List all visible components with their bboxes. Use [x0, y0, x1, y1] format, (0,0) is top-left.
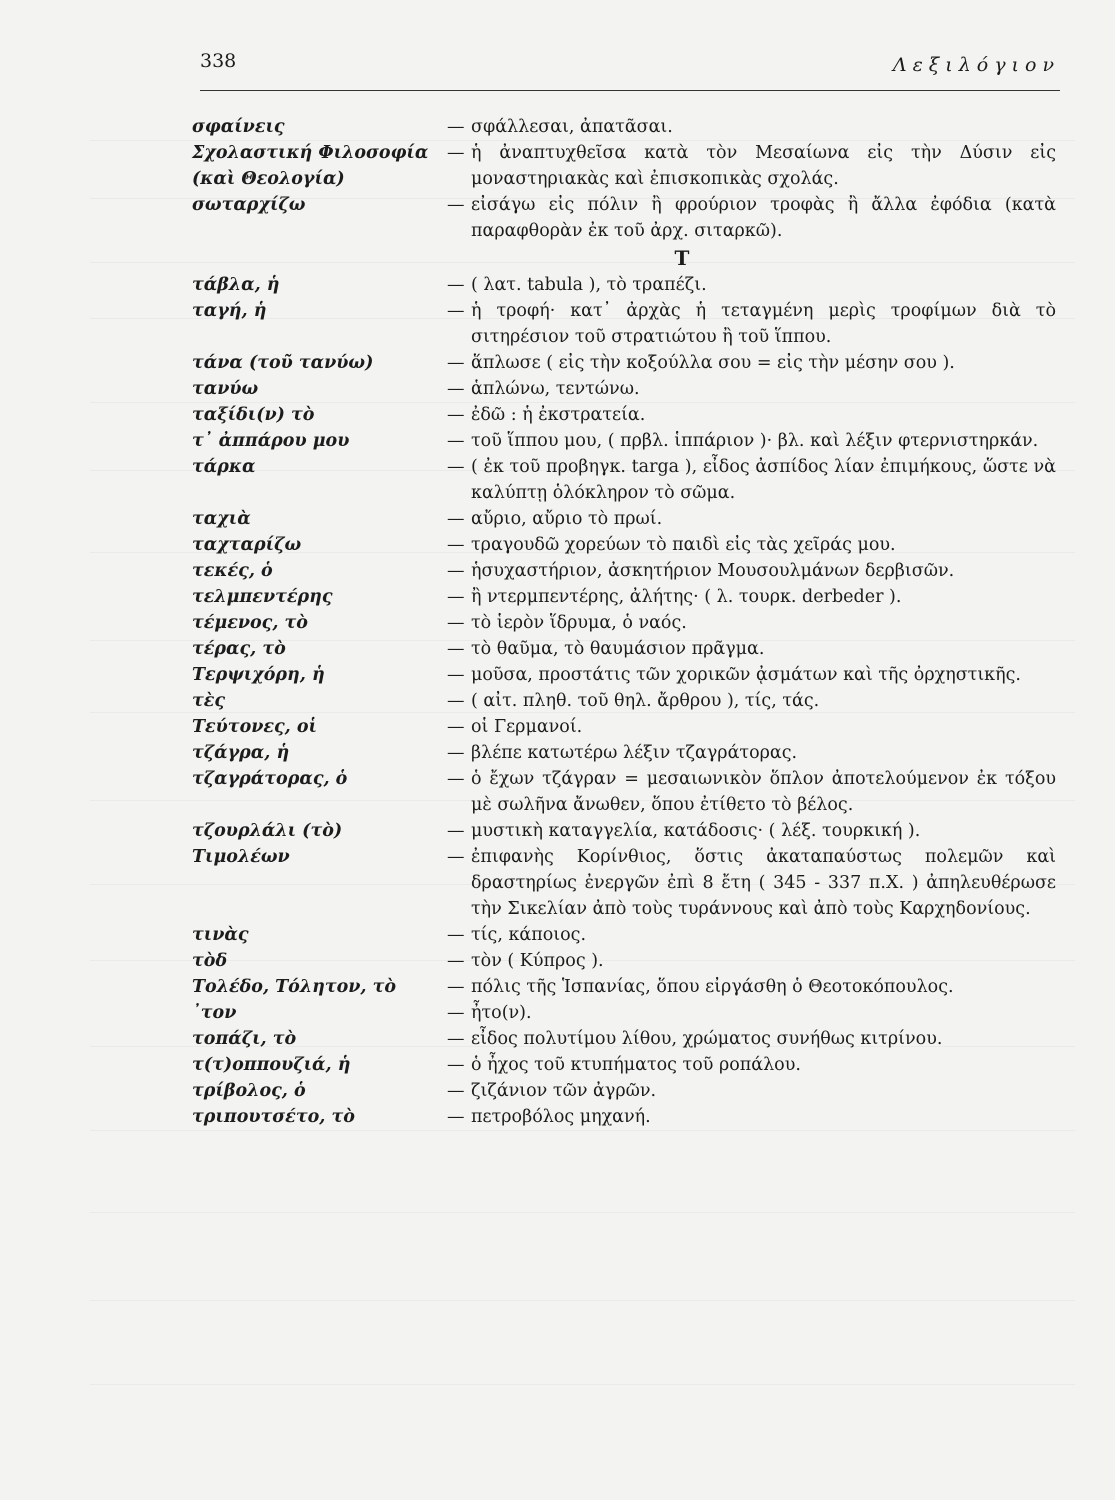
entry-term: τινὰς [192, 925, 249, 945]
glossary-entry [192, 140, 1072, 192]
entry-term: Τεύτονες, οἱ [192, 717, 318, 737]
glossary-entry [192, 1052, 1072, 1078]
entry-definition: τὸν ( Κύπρος ). [471, 951, 604, 971]
section-letter: Τ [674, 246, 690, 270]
entry-dash: — [447, 509, 465, 529]
glossary-entry [192, 1104, 1072, 1130]
glossary-entry [192, 114, 1072, 140]
entry-term: τὸδ [192, 951, 228, 971]
entry-term: σφαίνεις [192, 117, 285, 137]
entry-dash: — [447, 587, 465, 607]
entry-definition: αὔριο, αὔριο τὸ πρωί. [471, 509, 663, 529]
entry-term: ταχταρίζω [192, 535, 302, 555]
entry-dash: — [447, 561, 465, 581]
entry-dash: — [447, 717, 465, 737]
glossary-entry [192, 636, 1072, 662]
glossary-entry [192, 766, 1072, 818]
entry-dash: — [447, 951, 465, 971]
entry-dash: — [447, 977, 465, 997]
entry-term: Τιμολέων [192, 847, 290, 867]
entry-definition: ἢ ντερμπεντέρης, ἀλήτης· ( λ. τουρκ. derbeder ). [471, 587, 902, 607]
entry-dash: — [447, 1107, 465, 1127]
glossary-entry [192, 688, 1072, 714]
glossary-entry [192, 922, 1072, 948]
entry-dash: — [447, 613, 465, 633]
entry-term: τοπάζι, τὸ [192, 1029, 297, 1049]
entry-definition: ( αἰτ. πληθ. τοῦ θηλ. ἄρθρου ), τίς, τάς. [471, 691, 820, 711]
entry-definition: τοῦ ἵππου μου, ( πρβλ. ἱππάριον )· βλ. καὶ λέξιν φτερνιστηρκάν. [471, 431, 1039, 451]
entry-dash: — [447, 143, 465, 163]
entry-dash: — [447, 691, 465, 711]
entries-after-section [192, 272, 1072, 1130]
entry-definition: ὁ ἦχος τοῦ κτυπήματος τοῦ ροπάλου. [471, 1055, 801, 1075]
entry-dash: — [447, 743, 465, 763]
glossary-entry [192, 584, 1072, 610]
entry-term: τάνα (τοῦ τανύω) [192, 353, 374, 373]
glossary-entry [192, 610, 1072, 636]
entry-term: Τολέδο, Τόλητον, τὸ [192, 977, 397, 997]
entries-before-section [192, 114, 1072, 244]
entry-term: τελμπεντέρης [192, 587, 333, 607]
entry-dash: — [447, 639, 465, 659]
entry-definition: εἶδος πολυτίμου λίθου, χρώματος συνήθως κιτρίνου. [471, 1029, 943, 1049]
entry-dash: — [447, 1003, 465, 1023]
entry-definition: ἅπλωσε ( εἰς τὴν κοξούλλα σου = εἰς τὴν μέσην σου ). [471, 353, 955, 373]
entry-term: τάβλα, ἡ [192, 275, 280, 295]
entry-definition: ἦτο(ν). [471, 1003, 532, 1023]
entry-dash: — [447, 1055, 465, 1075]
glossary-entry [192, 740, 1072, 766]
entry-term: ταγή, ἡ [192, 301, 267, 321]
entry-term: ᾽τον [192, 1003, 237, 1023]
entry-dash: — [447, 769, 465, 789]
entry-term: τεκές, ὁ [192, 561, 273, 581]
entry-definition: τὸ ἱερὸν ἵδρυμα, ὁ ναός. [471, 613, 687, 633]
entry-term: ταξίδι(ν) τὸ [192, 405, 315, 425]
entry-dash: — [447, 405, 465, 425]
entry-term: τ᾽ ἀππάρου μου [192, 431, 350, 451]
glossary-entry [192, 350, 1072, 376]
glossary-entry [192, 272, 1072, 298]
entry-dash: — [447, 117, 465, 137]
entry-dash: — [447, 301, 465, 321]
glossary-entry [192, 402, 1072, 428]
entry-dash: — [447, 925, 465, 945]
glossary-entry [192, 1000, 1072, 1026]
entry-dash: — [447, 431, 465, 451]
entry-definition: ἡ τροφή· κατ᾽ ἀρχὰς ἡ τεταγμένη μερὶς τροφίμων διὰ τὸ σιτηρέσιον τοῦ στρατιώτου ἢ τοῦ ἵππου. [471, 301, 1056, 347]
entry-definition: τραγουδῶ χορεύων τὸ παιδὶ εἰς τὰς χεῖράς μου. [471, 535, 896, 555]
glossary-entries [192, 114, 1072, 1130]
entry-term: Τερψιχόρη, ἡ [192, 665, 325, 685]
entry-definition: ὁ ἔχων τζάγραν = μεσαιωνικὸν ὅπλον ἀποτελούμενον ἐκ τόξου μὲ σωλῆνα ἄνωθεν, ὅπου ἐτίθετο τὸ βέλος. [471, 769, 1056, 815]
glossary-entry [192, 714, 1072, 740]
glossary-entry [192, 974, 1072, 1000]
entry-term: τὲς [192, 691, 226, 711]
entry-definition: εἰσάγω εἰς πόλιν ἢ φρούριον τροφὰς ἢ ἄλλα ἐφόδια (κατὰ παραφθορὰν ἐκ τοῦ ἀρχ. σιταρκῶ). [471, 195, 1056, 241]
glossary-entry [192, 428, 1072, 454]
glossary-entry [192, 1078, 1072, 1104]
entry-definition: τὸ θαῦμα, τὸ θαυμάσιον πρᾶγμα. [471, 639, 765, 659]
entry-definition: πόλις τῆς Ἱσπανίας, ὅπου εἰργάσθη ὁ Θεοτοκόπουλος. [471, 977, 954, 997]
entry-term: τρίβολος, ὁ [192, 1081, 306, 1101]
entry-definition: ( ἐκ τοῦ προβηγκ. targa ), εἶδος ἀσπίδος λίαν ἐπιμήκους, ὥστε νὰ καλύπτῃ ὁλόκληρον τὸ σῶμα. [471, 457, 1056, 503]
entry-term: σωταρχίζω [192, 195, 306, 215]
entry-definition: ἡσυχαστήριον, ἀσκητήριον Μουσουλμάνων δερβισῶν. [471, 561, 955, 581]
glossary-entry [192, 506, 1072, 532]
glossary-entry [192, 818, 1072, 844]
entry-term: Σχολαστική Φιλοσοφία (καὶ Θεολογία) [192, 143, 429, 189]
glossary-entry [192, 192, 1072, 244]
entry-term: τάρκα [192, 457, 256, 477]
running-title: Λεξιλόγιον [892, 54, 1060, 76]
entry-term: ταχιὰ [192, 509, 251, 529]
entry-dash: — [447, 847, 465, 867]
entry-term: τζάγρα, ἡ [192, 743, 290, 763]
glossary-entry [192, 298, 1072, 350]
entry-dash: — [447, 665, 465, 685]
entry-dash: — [447, 353, 465, 373]
entry-dash: — [447, 1081, 465, 1101]
entry-definition: βλέπε κατωτέρω λέξιν τζαγράτορας. [471, 743, 798, 763]
entry-dash: — [447, 195, 465, 215]
glossary-entry [192, 532, 1072, 558]
entry-definition: πετροβόλος μηχανή. [471, 1107, 651, 1127]
glossary-entry [192, 454, 1072, 506]
glossary-entry [192, 844, 1072, 922]
page-header [200, 44, 1060, 91]
entry-term: τανύω [192, 379, 259, 399]
page-number: 338 [200, 50, 237, 72]
glossary-entry [192, 376, 1072, 402]
entry-definition: τίς, κάποιος. [471, 925, 587, 945]
entry-term: τ(τ)οππουζιά, ἡ [192, 1055, 351, 1075]
entry-dash: — [447, 535, 465, 555]
glossary-entry [192, 948, 1072, 974]
entry-dash: — [447, 457, 465, 477]
entry-definition: ἐπιφανὴς Κορίνθιος, ὅστις ἀκαταπαύστως πολεμῶν καὶ δραστηρίως ἐνεργῶν ἐπὶ 8 ἔτη ( 345 - 337 π.Χ. ) ἀπηλευθέρωσε τὴν Σικελίαν ἀπὸ τοὺς τυράννους καὶ ἀπὸ τοὺς Καρχηδονίους. [471, 847, 1056, 919]
entry-term: τζουρλάλι (τὸ) [192, 821, 343, 841]
entry-definition: ζιζάνιον τῶν ἀγρῶν. [471, 1081, 657, 1101]
entry-term: τριπουτσέτο, τὸ [192, 1107, 355, 1127]
entry-definition: ( λατ. tabula ), τὸ τραπέζι. [471, 275, 707, 295]
entry-definition: μοῦσα, προστάτις τῶν χορικῶν ᾀσμάτων καὶ τῆς ὀρχηστικῆς. [471, 665, 1021, 685]
entry-term: τέρας, τὸ [192, 639, 286, 659]
entry-definition: μυστικὴ καταγγελία, κατάδοσις· ( λέξ. τουρκική ). [471, 821, 921, 841]
entry-term: τέμενος, τὸ [192, 613, 308, 633]
entry-definition: ἐδῶ : ἡ ἐκστρατεία. [471, 405, 646, 425]
entry-definition: σφάλλεσαι, ἀπατᾶσαι. [471, 117, 673, 137]
entry-dash: — [447, 275, 465, 295]
entry-definition: οἱ Γερμανοί. [471, 717, 583, 737]
glossary-entry [192, 1026, 1072, 1052]
entry-dash: — [447, 821, 465, 841]
entry-term: τζαγράτορας, ὁ [192, 769, 348, 789]
glossary-entry [192, 558, 1072, 584]
entry-dash: — [447, 1029, 465, 1049]
entry-definition: ἡ ἀναπτυχθεῖσα κατὰ τὸν Μεσαίωνα εἰς τὴν Δύσιν εἰς μοναστηριακὰς καὶ ἐπισκοπικὰς σχολάς. [471, 143, 1056, 189]
entry-dash: — [447, 379, 465, 399]
entry-definition: ἁπλώνω, τεντώνω. [471, 379, 640, 399]
glossary-entry [192, 662, 1072, 688]
